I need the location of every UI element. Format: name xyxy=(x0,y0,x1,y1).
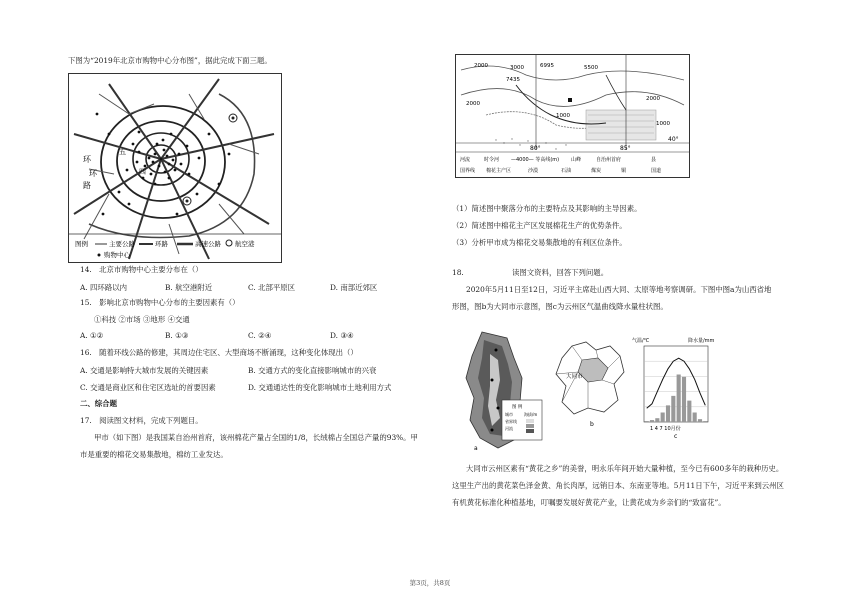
svg-text:图 例: 图 例 xyxy=(512,405,523,410)
shopping-center-dot xyxy=(168,163,171,166)
figure-c-climate-chart xyxy=(632,336,720,440)
intro-text: 下图为“2019年北京市购物中心分布图”，据此完成下面三题。 xyxy=(68,56,272,65)
figure-b-label: b xyxy=(590,421,594,428)
q17-body-line2: 市是重要的棉花交易集散地，棉纺工业发达。 xyxy=(80,450,228,459)
map-label-2: 路 xyxy=(83,181,91,190)
shopping-center-dot xyxy=(196,193,199,196)
q18-para2-line2: 这里生产出的黄花菜色泽金黄、角长肉厚，远销日本、东南亚等地。5月11日下午，习近平来到云州区 xyxy=(452,481,784,490)
q18-number: 18. xyxy=(452,268,464,277)
q14-option-b[interactable]: B. 航空港附近 xyxy=(165,283,213,292)
figure-b-city-label: 大同市 xyxy=(566,374,583,380)
shopping-center-dot xyxy=(132,143,135,146)
svg-text:城市: 城市 xyxy=(505,412,513,417)
svg-text:85°: 85° xyxy=(620,145,631,152)
q18-para1-line2: 形图，图b为大同市示意图，图c为云州区气温曲线降水量柱状图。 xyxy=(452,302,668,311)
q17-question-1: （1）简述图中聚落分布的主要特点及其影响的主导因素。 xyxy=(452,204,642,213)
chart-precip-label: 降水量/mm xyxy=(688,338,715,344)
section-heading: 二、综合题 xyxy=(80,399,117,408)
svg-text:铜: 铜 xyxy=(621,168,627,174)
svg-text:煤炭: 煤炭 xyxy=(591,168,602,174)
legend-shopping-center: 购物中心 xyxy=(104,251,130,259)
map1-legend-title: 图例 xyxy=(75,240,88,248)
cotton-map-svg xyxy=(456,55,689,177)
shopping-center-dot xyxy=(150,173,153,176)
shopping-center-dot xyxy=(170,133,173,136)
precip-bar xyxy=(661,413,665,423)
map2-legend-row2: 国界线 xyxy=(460,168,476,174)
map2-legend-row1: 河流 xyxy=(460,157,471,163)
svg-text:2000: 2000 xyxy=(474,63,488,69)
q14-stem: 14. 北京市购物中心主要分布在（） xyxy=(80,265,203,274)
shopping-center-dot xyxy=(178,153,181,156)
shopping-center-dot xyxy=(198,157,201,160)
q15-option-c[interactable]: C. ②④ xyxy=(248,331,272,340)
figure-c-label: c xyxy=(674,433,678,440)
shopping-center-dot xyxy=(154,183,157,186)
shopping-center-dot xyxy=(102,213,105,216)
shopping-center-dot xyxy=(138,131,141,134)
shopping-center-dot xyxy=(176,213,179,216)
legend-ring-road: 环路 xyxy=(155,240,168,248)
shopping-center-dot xyxy=(138,151,141,154)
svg-text:2000: 2000 xyxy=(466,101,480,107)
shopping-center-dot xyxy=(152,161,155,164)
map-label-4: 五 xyxy=(119,148,126,156)
figure-a-shanxi-terrain xyxy=(452,330,544,452)
shopping-center-dot xyxy=(96,113,99,116)
q15-option-d[interactable]: D. ③④ xyxy=(330,331,354,340)
q16-option-c[interactable]: C. 交通是商业区和住宅区选址的首要因素 xyxy=(80,383,216,392)
svg-text:省界线: 省界线 xyxy=(505,419,517,424)
legend-airport: 航空港 xyxy=(235,240,255,248)
q15-option-b[interactable]: B. ①③ xyxy=(165,331,189,340)
shopping-center-dot xyxy=(228,153,231,156)
shopping-center-dot xyxy=(136,161,139,164)
map-label-1: 环 xyxy=(83,155,91,164)
svg-text:80°: 80° xyxy=(530,145,541,152)
shopping-center-dot xyxy=(188,173,191,176)
shopping-center-dot xyxy=(128,203,131,206)
shopping-center-dot xyxy=(166,155,169,158)
svg-text:县: 县 xyxy=(651,157,657,163)
q18-stem: 读图文资料，回答下列问题。 xyxy=(512,268,609,277)
precip-bar xyxy=(645,421,649,422)
svg-text:棉花主产区: 棉花主产区 xyxy=(486,168,512,174)
q14-option-c[interactable]: C. 北部平原区 xyxy=(248,283,296,292)
precip-bar xyxy=(682,377,686,422)
precip-bar xyxy=(655,418,659,422)
shopping-center-dot xyxy=(160,158,163,161)
shopping-center-dot xyxy=(208,133,211,136)
shopping-center-dot xyxy=(164,171,167,174)
svg-text:6995: 6995 xyxy=(540,63,554,69)
q18-para2-line3: 有机黄花标准化种植基地，叮嘱要发展好黄花产业，让黄花成为乡亲们的“致富花”。 xyxy=(452,498,726,507)
q17-stem: 17. 阅读图文材料，完成下列题目。 xyxy=(80,416,203,425)
precip-bar xyxy=(671,396,675,422)
q16-option-b[interactable]: B. 交通方式的变化直接影响城市的兴衰 xyxy=(248,366,377,375)
svg-text:1000: 1000 xyxy=(656,121,670,127)
svg-text:—4000— 等高线(m): —4000— 等高线(m) xyxy=(511,157,560,163)
shopping-center-dot xyxy=(218,183,221,186)
shopping-center-dot xyxy=(144,165,147,168)
svg-text:河流: 河流 xyxy=(505,426,513,431)
legend-expressway: 高速公路 xyxy=(195,240,221,248)
precip-bar xyxy=(677,375,681,423)
q18-para1-line1: 2020年5月11日至12日，习近平主席赴山西大同、太原等地考察调研。下图中图a为山西省地 xyxy=(466,285,772,294)
precip-bar xyxy=(687,401,691,422)
q16-stem: 16. 随着环线公路的修建，其周边住宅区、大型商场不断涌现，这种变化体现出（） xyxy=(80,348,358,357)
q17-question-2: （2）简述图中棉花主产区发展棉花生产的优势条件。 xyxy=(452,221,627,230)
svg-text:自治州首府: 自治州首府 xyxy=(596,157,622,163)
precip-bar xyxy=(703,421,707,422)
svg-text:5500: 5500 xyxy=(584,65,598,71)
svg-text:2000: 2000 xyxy=(646,96,660,102)
shopping-center-dot xyxy=(180,163,183,166)
precip-bar xyxy=(698,419,702,422)
shopping-center-dot xyxy=(126,169,129,172)
shopping-center-dot xyxy=(154,153,157,156)
cotton-region-map xyxy=(455,54,690,178)
legend-main-road: 主要公路 xyxy=(109,240,135,248)
q17-question-3: （3）分析甲市成为棉花交易集散地的有利区位条件。 xyxy=(452,238,627,247)
svg-text:时令河: 时令河 xyxy=(484,157,500,163)
svg-text:国道: 国道 xyxy=(651,168,662,174)
svg-text:7435: 7435 xyxy=(506,77,520,83)
precip-bar xyxy=(666,405,670,422)
q15-stem: 15. 影响北京市购物中心分布的主要因素有（） xyxy=(80,298,240,307)
shopping-center-dot xyxy=(168,177,171,180)
svg-text:石油: 石油 xyxy=(561,168,572,174)
chart-temp-label: 气温/℃ xyxy=(632,338,650,344)
shopping-center-dot xyxy=(162,139,165,142)
shopping-center-dot xyxy=(172,159,175,162)
q16-option-d[interactable]: D. 交通通达性的变化影响城市土地利用方式 xyxy=(248,383,392,392)
cotton-region xyxy=(586,110,656,140)
precip-bar xyxy=(693,413,697,423)
chart-months-label: 1 4 7 10月份 xyxy=(650,426,681,432)
shopping-center-dot xyxy=(186,145,189,148)
shopping-center-dot xyxy=(163,149,166,152)
svg-text:沙漠: 沙漠 xyxy=(528,168,539,174)
figure-b-datong xyxy=(552,340,632,428)
svg-text:海拔/m: 海拔/m xyxy=(524,412,538,417)
q17-body-line1: 甲市（如下图）是我国某自治州首府，该州棉花产量占全国的1/8，长绒棉占全国总产量的93%。甲 xyxy=(94,433,418,442)
svg-text:山峰: 山峰 xyxy=(571,157,582,163)
shopping-center-dot xyxy=(108,133,111,136)
q16-option-a[interactable]: A. 交通是影响特大城市发展的关键因素 xyxy=(80,366,209,375)
shopping-center-dot xyxy=(118,191,121,194)
shopping-center-dot xyxy=(148,157,151,160)
shopping-center-dot xyxy=(142,177,145,180)
precip-bar xyxy=(650,420,654,422)
svg-text:1000: 1000 xyxy=(556,113,570,119)
shopping-center-dot xyxy=(156,143,159,146)
q14-option-a[interactable]: A. 四环路以内 xyxy=(80,283,127,292)
map-label-5: 四 xyxy=(139,168,146,176)
svg-text:3000: 3000 xyxy=(510,65,524,71)
q15-items: ①科技 ②市场 ③地形 ④交通 xyxy=(94,315,190,324)
page-footer: 第3页，共8页 xyxy=(409,579,451,587)
map-label-3: 环 xyxy=(89,169,97,178)
shopping-center-dot xyxy=(174,169,177,172)
beijing-shopping-map xyxy=(68,73,282,263)
q18-para2-line1: 大同市云州区素有“黄花之乡”的美誉，明永乐年间开始大量种植，至今已有600多年的栽种历史。 xyxy=(466,464,784,473)
q14-option-d[interactable]: D. 南部近郊区 xyxy=(330,283,378,292)
figure-a-label: a xyxy=(474,445,478,452)
shopping-center-dot xyxy=(158,165,161,168)
q15-option-a[interactable]: A. ①② xyxy=(80,331,104,340)
beijing-map-svg xyxy=(69,74,281,262)
svg-text:40°: 40° xyxy=(668,136,679,143)
city-jia-marker xyxy=(568,98,572,102)
